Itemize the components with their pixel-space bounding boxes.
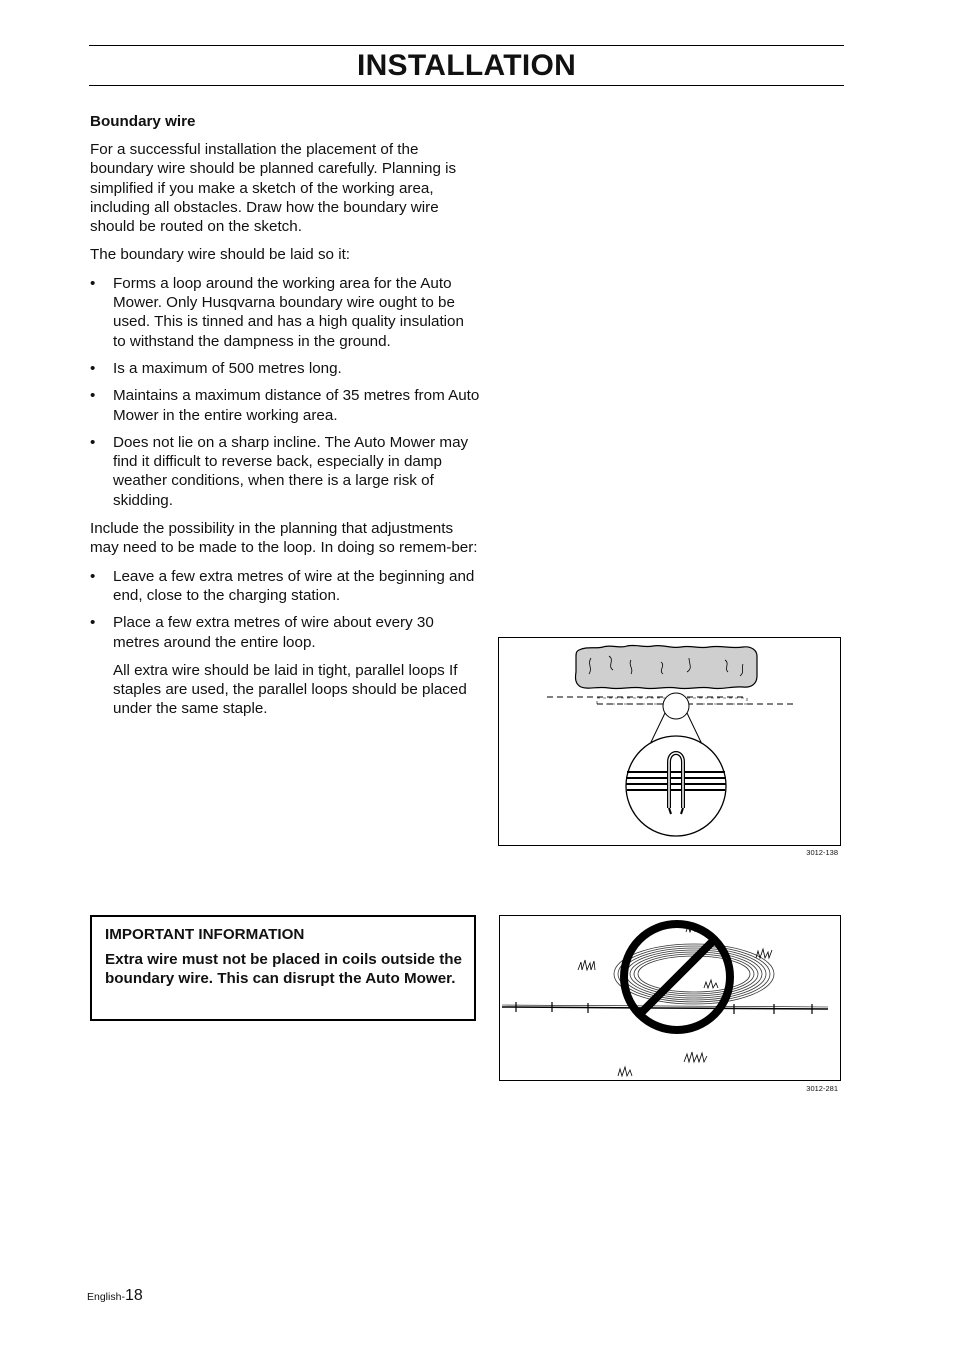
staple-illustration bbox=[498, 637, 841, 846]
text-column bbox=[90, 112, 480, 719]
important-heading: IMPORTANT INFORMATION bbox=[105, 926, 305, 943]
important-info-box bbox=[90, 915, 476, 1021]
important-text: Extra wire must not be placed in coils outside the boundary wire. This can disrupt the Auto Mower. bbox=[105, 950, 462, 987]
coil-drawing bbox=[500, 916, 839, 1079]
footer-language: English- bbox=[87, 1291, 125, 1303]
laid-intro: The boundary wire should be laid so it: bbox=[90, 246, 351, 264]
intro-paragraph: For a successful installation the placement of the boundary wire should be planned carefully. Planning is simplified if you make a sketch of the working area, including all obstacles. Draw how the boundary wire should be routed on the sketch. bbox=[90, 141, 457, 236]
header-bottom-rule bbox=[89, 85, 844, 86]
list-item: • Does not lie on a sharp incline. The Auto Mower may find it difficult to reverse back, especially in damp weather conditions, when there is a large risk of skidding. bbox=[90, 433, 469, 509]
figure-code-bottom: 3012-281 bbox=[806, 1084, 838, 1093]
requirements-list bbox=[90, 274, 480, 510]
page-number: 18 bbox=[124, 1287, 143, 1304]
planning-note: Include the possibility in the planning that adjustments may need to be made to the loop. In doing so remem-ber: bbox=[90, 520, 478, 557]
extra-wire-note: All extra wire should be laid in tight, parallel loops If staples are used, the parallel loops should be placed under the same staple. bbox=[113, 661, 467, 718]
list-item: • Forms a loop around the working area for the Auto Mower. Only Husqvarna boundary wire ought to be used. This is tinned and has a high quality insulation to withstand the dampness in the ground. bbox=[90, 274, 464, 350]
list-item: • Maintains a maximum distance of 35 metres from Auto Mower in the entire working area. bbox=[90, 387, 480, 424]
figure-code-top: 3012-138 bbox=[806, 848, 838, 857]
page-title: INSTALLATION bbox=[356, 49, 577, 82]
staple-drawing bbox=[499, 638, 839, 844]
list-item: • Place a few extra metres of wire about every 30 metres around the entire loop. bbox=[90, 614, 434, 651]
page-footer bbox=[87, 1287, 143, 1305]
header-top-rule bbox=[89, 45, 844, 46]
list-item: • Leave a few extra metres of wire at the beginning and end, close to the charging station. bbox=[90, 567, 475, 604]
list-item: • Is a maximum of 500 metres long. bbox=[90, 359, 342, 377]
section-heading: Boundary wire bbox=[90, 113, 196, 130]
coil-prohibited-illustration bbox=[499, 915, 841, 1081]
remember-list bbox=[90, 567, 480, 652]
